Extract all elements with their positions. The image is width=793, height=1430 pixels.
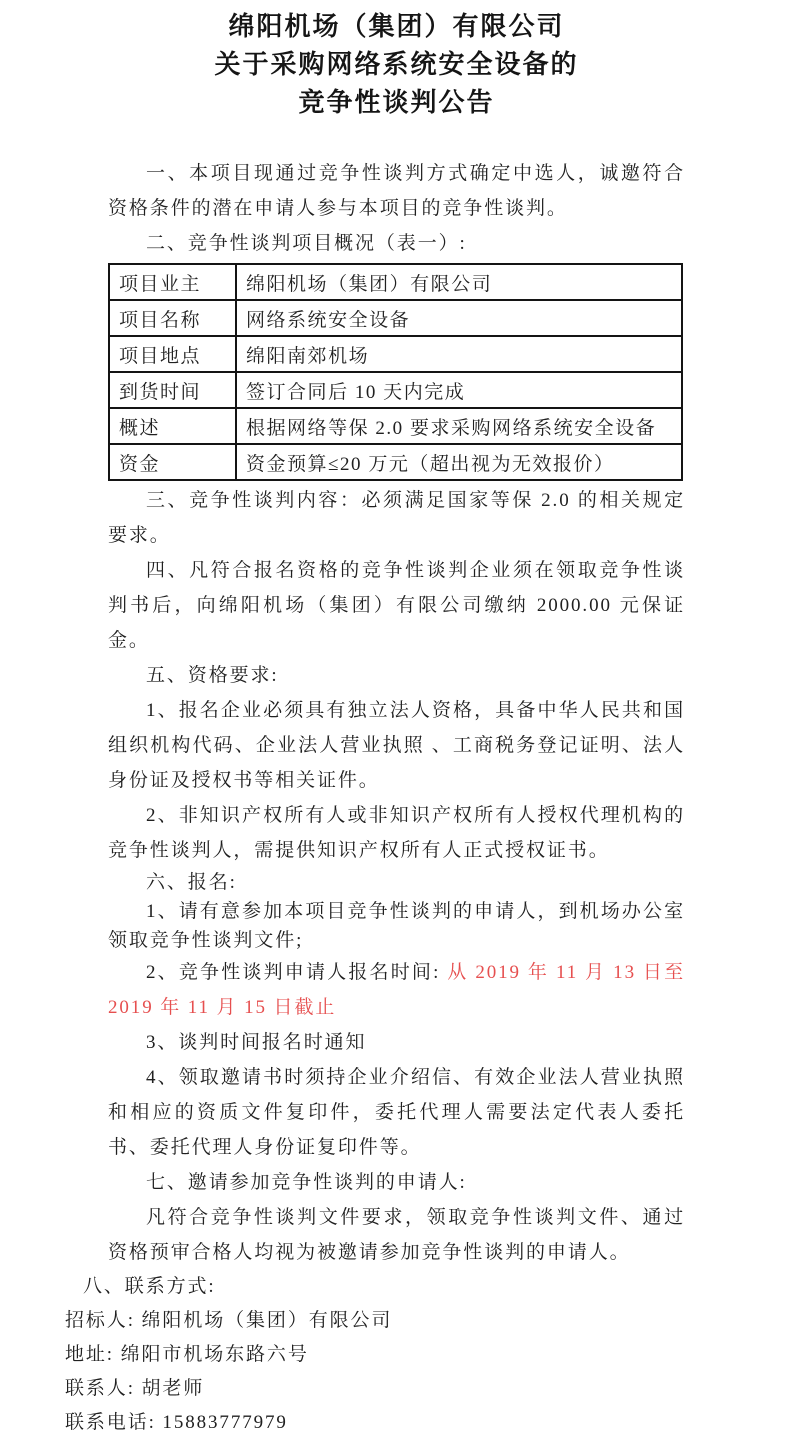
table-cell-value: 绵阳南郊机场 — [236, 336, 682, 372]
section-6-item-4: 4、领取邀请书时须持企业介绍信、有效企业法人营业执照和相应的资质文件复印件，委托代理人需要法定代表人委托书、委托代理人身份证复印件等。 — [108, 1067, 685, 1158]
project-overview-table — [108, 263, 683, 481]
section-5-heading: 五、资格要求: — [146, 665, 279, 686]
contact-phone: 联系电话: 15883777979 — [65, 1412, 288, 1430]
section-6-item-3: 3、谈判时间报名时通知 — [146, 1032, 367, 1053]
table-cell-value: 绵阳机场（集团）有限公司 — [236, 264, 682, 300]
section-7-heading: 七、邀请参加竞争性谈判的申请人: — [146, 1172, 467, 1193]
signup-time-label: 2、竞争性谈判申请人报名时间: — [146, 962, 448, 983]
section-5-item-2: 2、非知识产权所有人或非知识产权所有人授权代理机构的竞争性谈判人，需提供知识产权所有人正式授权证书。 — [108, 805, 685, 861]
section-1-intro: 一、本项目现通过竞争性谈判方式确定中选人，诚邀符合资格条件的潜在申请人参与本项目的竞争性谈判。 — [108, 163, 685, 219]
table-cell-label: 项目名称 — [109, 300, 236, 336]
table-cell-value: 签订合同后 10 天内完成 — [236, 372, 682, 408]
table-row — [109, 300, 682, 336]
contact-address: 地址: 绵阳市机场东路六号 — [65, 1344, 309, 1365]
table-cell-value: 资金预算≤20 万元（超出视为无效报价） — [236, 444, 682, 480]
section-6-item-2 — [108, 955, 685, 1025]
signup-deadline: 从 2019 年 11 月 13 日至 2019 年 11 月 15 日截止 — [108, 962, 685, 1018]
section-6-item-1: 1、请有意参加本项目竞争性谈判的申请人，到机场办公室领取竞争性谈判文件; — [108, 901, 685, 951]
table-row — [109, 372, 682, 408]
document-title — [65, 8, 728, 122]
title-line-company: 绵阳机场（集团）有限公司 — [228, 12, 565, 41]
contact-bidder: 招标人: 绵阳机场（集团）有限公司 — [65, 1310, 393, 1331]
title-line-type: 竞争性谈判公告 — [298, 88, 495, 117]
section-4-deposit: 四、凡符合报名资格的竞争性谈判企业须在领取竞争性谈判书后，向绵阳机场（集团）有限公司缴纳 2000.00 元保证金。 — [108, 560, 685, 651]
title-line-subject: 关于采购网络系统安全设备的 — [214, 50, 579, 79]
table-row — [109, 444, 682, 480]
table-cell-label: 项目业主 — [109, 264, 236, 300]
table-row — [109, 336, 682, 372]
table-cell-label: 项目地点 — [109, 336, 236, 372]
section-6-heading: 六、报名: — [146, 872, 237, 893]
section-3-content: 三、竞争性谈判内容：必须满足国家等保 2.0 的相关规定要求。 — [108, 490, 685, 546]
table-cell-label: 概述 — [109, 408, 236, 444]
section-8-heading: 八、联系方式: — [83, 1276, 216, 1297]
table-cell-label: 到货时间 — [109, 372, 236, 408]
section-2-heading: 二、竞争性谈判项目概况（表一）: — [146, 233, 467, 254]
table-cell-label: 资金 — [109, 444, 236, 480]
section-7-body: 凡符合竞争性谈判文件要求，领取竞争性谈判文件、通过资格预审合格人均视为被邀请参加竞争性谈判的申请人。 — [108, 1207, 685, 1263]
contact-person: 联系人: 胡老师 — [65, 1378, 205, 1399]
section-5-item-1: 1、报名企业必须具有独立法人资格，具备中华人民共和国组织机构代码、企业法人营业执照 、工商税务登记证明、法人身份证及授权书等相关证件。 — [108, 700, 685, 791]
table-row — [109, 408, 682, 444]
table-cell-value: 根据网络等保 2.0 要求采购网络系统安全设备 — [236, 408, 682, 444]
table-row — [109, 264, 682, 300]
table-cell-value: 网络系统安全设备 — [236, 300, 682, 336]
